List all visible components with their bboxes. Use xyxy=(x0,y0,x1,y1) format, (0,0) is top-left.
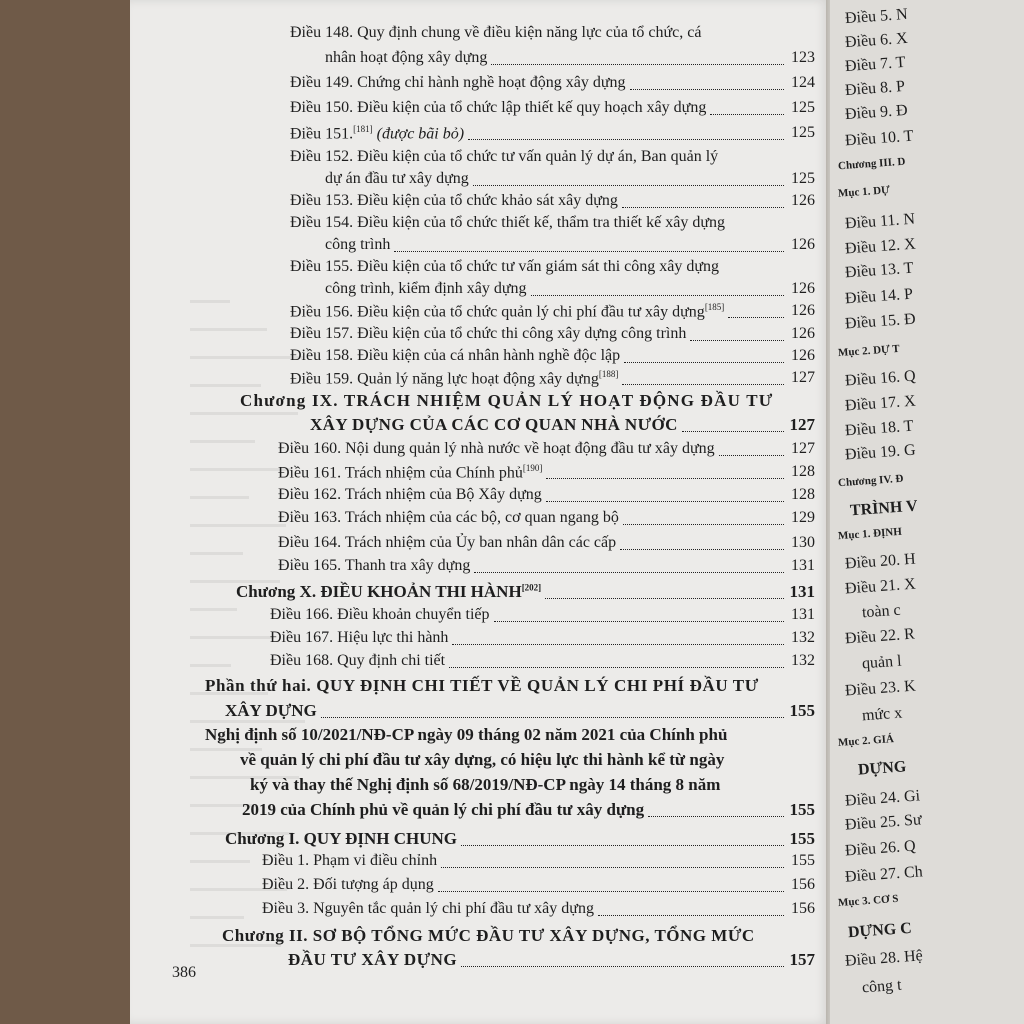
toc-entry-title xyxy=(236,582,541,602)
dot-leader xyxy=(449,667,784,668)
dot-leader xyxy=(452,644,784,645)
bleed-line xyxy=(190,412,298,415)
toc-entry-text: Điều 162. Trách nhiệm của Bộ Xây dựng xyxy=(278,486,542,503)
dot-leader xyxy=(461,845,784,846)
right-page-fragment: Điều 18. T xyxy=(844,417,915,440)
toc-entry-title xyxy=(325,49,487,67)
toc-entry-title xyxy=(288,950,457,970)
dot-leader xyxy=(473,185,784,186)
right-page-fragment: Điều 23. K xyxy=(844,677,917,700)
toc-entry-text: 2019 của Chính phủ về quản lý chi phí đầu tư xây dựng xyxy=(242,800,645,819)
right-page-fragment: Điều 22. R xyxy=(844,625,916,648)
toc-entry-title xyxy=(290,258,719,276)
dot-leader xyxy=(648,816,784,817)
right-page-fragment: Điều 17. X xyxy=(844,392,917,415)
right-page-fragment: Điều 8. P xyxy=(844,77,906,100)
toc-entry-title xyxy=(240,750,724,770)
right-page-fragment: Điều 11. N xyxy=(844,210,916,233)
toc-entry-text: Điều 159. Quản lý năng lực hoạt động xây dựng xyxy=(290,370,599,388)
toc-entry-text: công trình xyxy=(325,236,391,253)
dot-leader xyxy=(441,867,784,868)
right-page-fragment: quản l xyxy=(861,652,903,673)
toc-page-number: 128 xyxy=(791,463,815,480)
toc-page-number: 128 xyxy=(791,486,815,503)
toc-entry-text: dự án đầu tư xây dựng xyxy=(325,170,469,187)
toc-entry-text: XÂY DỰNG xyxy=(225,701,317,720)
dot-leader xyxy=(690,340,784,341)
right-page-fragment: Điều 12. X xyxy=(844,235,917,258)
footnote-ref: [190] xyxy=(522,463,543,473)
right-page-fragment: Mục 2. GIÁ xyxy=(837,733,895,749)
dot-leader xyxy=(494,621,785,622)
toc-page-number: 126 xyxy=(791,325,815,342)
bleed-line xyxy=(190,496,249,499)
toc-entry-title xyxy=(270,629,448,647)
right-page-fragment: Điều 13. T xyxy=(844,259,915,282)
toc-entry-text: Điều 156. Điều kiện của tổ chức quản lý chi phí đầu tư xây dựng xyxy=(290,303,705,321)
dot-leader xyxy=(546,501,784,502)
toc-entry-text: Chương X. ĐIỀU KHOẢN THI HÀNH xyxy=(236,582,522,601)
toc-page-number: 157 xyxy=(789,950,815,969)
toc-entry-title xyxy=(225,829,457,849)
toc-page-number: 132 xyxy=(791,629,815,646)
bleed-line xyxy=(190,860,250,863)
right-page-fragment: DỰNG C xyxy=(847,919,913,942)
toc-entry-text: Điều 166. Điều khoản chuyển tiếp xyxy=(270,606,490,623)
toc-entry-title xyxy=(290,347,620,365)
toc-entry-title xyxy=(278,509,619,527)
toc-page-number: 126 xyxy=(791,280,815,297)
toc-entry-title xyxy=(278,534,616,552)
bleed-line xyxy=(190,328,267,331)
toc-entry-title xyxy=(222,926,755,946)
dot-leader xyxy=(630,89,784,90)
toc-page-number: 124 xyxy=(791,74,815,91)
toc-page-number: 126 xyxy=(791,236,815,253)
toc-entry-title xyxy=(290,325,686,343)
toc-page-number: 131 xyxy=(789,582,815,601)
toc-page-number: 156 xyxy=(791,900,815,917)
toc-entry-text: ĐẦU TƯ XÂY DỰNG xyxy=(288,950,458,969)
dot-leader xyxy=(531,295,784,296)
toc-page-number: 155 xyxy=(791,852,815,869)
toc-entry-text: Phần thứ hai. QUY ĐỊNH CHI TIẾT VỀ QUẢN LÝ CHI PHÍ ĐẦU TƯ xyxy=(205,676,759,695)
right-page-fragment: công t xyxy=(861,976,903,997)
right-page-fragment: Điều 24. Gi xyxy=(844,787,921,810)
toc-entry-title xyxy=(290,369,618,388)
toc-entry-text: XÂY DỰNG CỦA CÁC CƠ QUAN NHÀ NƯỚC xyxy=(310,415,678,434)
dot-leader xyxy=(728,317,784,318)
dot-leader xyxy=(491,64,784,65)
toc-entry-title xyxy=(290,124,464,143)
toc-entry-title xyxy=(290,24,701,42)
toc-page-number: 127 xyxy=(791,440,815,457)
toc-entry-text: Chương II. SƠ BỘ TỔNG MỨC ĐẦU TƯ XÂY DỰNG, TỔNG MỨC xyxy=(222,926,755,945)
toc-entry-title xyxy=(290,302,724,321)
right-page-fragment: Điều 6. X xyxy=(844,29,909,52)
toc-entry-title xyxy=(262,852,437,870)
bleed-line xyxy=(190,916,244,919)
toc-page-number: 155 xyxy=(789,701,815,720)
toc-entry-text: Điều 1. Phạm vi điều chỉnh xyxy=(262,852,438,869)
right-page-fragment: TRÌNH V xyxy=(849,497,919,520)
bleed-line xyxy=(190,636,274,639)
right-page-fragment: toàn c xyxy=(861,601,902,622)
toc-page-number: 126 xyxy=(791,347,815,364)
dot-leader xyxy=(546,478,784,479)
toc-entry-text: Điều 164. Trách nhiệm của Ủy ban nhân dân các cấp xyxy=(278,534,617,551)
toc-page-number: 129 xyxy=(791,509,815,526)
right-page-fragment: Điều 25. Sư xyxy=(844,811,923,834)
dot-leader xyxy=(394,251,784,252)
right-page-fragment: Mục 2. DỰ T xyxy=(837,342,901,360)
toc-entry-text: Điều 2. Đối tượng áp dụng xyxy=(262,876,434,893)
dot-leader xyxy=(624,362,784,363)
dot-leader xyxy=(598,915,784,916)
dot-leader xyxy=(474,572,784,573)
toc-entry-title xyxy=(242,800,644,820)
toc-entry-text: Điều 148. Quy định chung về điều kiện năng lực của tổ chức, cá xyxy=(290,24,702,41)
right-page-fragment: Điều 19. G xyxy=(844,441,917,464)
right-page-fragment: Chương III. D xyxy=(837,155,906,173)
toc-entry-text: Điều 163. Trách nhiệm của các bộ, cơ quan ngang bộ xyxy=(278,509,619,526)
toc-page-number: 127 xyxy=(791,369,815,386)
toc-page-number: 126 xyxy=(791,302,815,319)
right-page-fragment: Chương IV. Đ xyxy=(837,472,904,490)
toc-entry-text: Điều 152. Điều kiện của tổ chức tư vấn quản lý dự án, Ban quản lý xyxy=(290,148,719,165)
dot-leader xyxy=(545,598,784,599)
toc-entry-text: Điều 161. Trách nhiệm của Chính phủ xyxy=(278,464,523,482)
toc-entry-title xyxy=(290,74,626,92)
toc-entry-text: Nghị định số 10/2021/NĐ-CP ngày 09 tháng 02 năm 2021 của Chính phủ xyxy=(205,725,728,744)
dot-leader xyxy=(321,717,784,718)
footnote-ref: [181] xyxy=(353,124,373,134)
right-page-fragment: Điều 20. H xyxy=(844,550,917,573)
right-page-fragment: Điều 10. T xyxy=(844,127,915,150)
toc-entry-note: (được bãi bỏ) xyxy=(372,125,465,143)
right-page-fragment: Điều 7. T xyxy=(844,53,907,76)
toc-entry-text: công trình, kiểm định xây dựng xyxy=(325,280,527,297)
bleed-line xyxy=(190,300,230,303)
bleed-line xyxy=(190,440,255,443)
toc-entry-text: ký và thay thế Nghị định số 68/2019/NĐ-CP ngày 14 tháng 8 năm xyxy=(250,775,721,794)
toc-entry-title xyxy=(225,701,317,721)
toc-entry-title xyxy=(290,148,718,166)
toc-page-number: 156 xyxy=(791,876,815,893)
toc-entry-text: Điều 158. Điều kiện của cá nhân hành nghề độc lập xyxy=(290,347,621,364)
toc-entry-title xyxy=(325,280,527,298)
toc-page-number: 125 xyxy=(791,170,815,187)
toc-entry-text: Điều 3. Nguyên tắc quản lý chi phí đầu tư xây dựng xyxy=(262,900,594,917)
toc-entry-title xyxy=(290,214,725,232)
right-page-fragment: Mục 1. ĐỊNH xyxy=(837,525,903,543)
footnote-ref: [202] xyxy=(521,582,542,593)
dot-leader xyxy=(468,139,784,140)
right-page-fragment: Điều 14. P xyxy=(844,285,914,308)
dot-leader xyxy=(438,891,784,892)
toc-entry-text: Điều 157. Điều kiện của tổ chức thi công xây dựng công trình xyxy=(290,325,687,342)
right-page-fragment: Mục 3. CƠ S xyxy=(837,892,899,910)
toc-page-number: 127 xyxy=(789,415,815,434)
toc-entry-title xyxy=(278,440,715,458)
toc-entry-text: Điều 168. Quy định chi tiết xyxy=(270,652,446,669)
right-page-fragment: Điều 15. Đ xyxy=(844,310,917,333)
toc-entry-title xyxy=(278,486,542,504)
toc-entry-title xyxy=(325,236,390,254)
toc-entry-text: Điều 151. xyxy=(290,125,354,143)
toc-page-number: 155 xyxy=(789,800,815,819)
toc-entry-title xyxy=(205,676,759,696)
toc-entry-text: Điều 160. Nội dung quản lý nhà nước về hoạt động đầu tư xây dựng xyxy=(278,440,715,457)
page-number: 386 xyxy=(172,964,196,981)
toc-entry-title xyxy=(262,900,594,918)
toc-entry-text: Điều 154. Điều kiện của tổ chức thiết kế, thẩm tra thiết kế xây dựng xyxy=(290,214,725,231)
toc-entry-title xyxy=(205,725,727,745)
bleed-line xyxy=(190,664,231,667)
toc-entry-text: nhân hoạt động xây dựng xyxy=(325,49,488,66)
toc-page-number: 130 xyxy=(791,534,815,551)
dot-leader xyxy=(719,455,784,456)
dot-leader xyxy=(623,524,784,525)
dot-leader xyxy=(622,207,784,208)
bleed-line xyxy=(190,524,286,527)
toc-page-number: 155 xyxy=(789,829,815,848)
dot-leader xyxy=(710,114,784,115)
toc-entry-text: Điều 167. Hiệu lực thi hành xyxy=(270,629,449,646)
toc-entry-text: Chương IX. TRÁCH NHIỆM QUẢN LÝ HOẠT ĐỘNG ĐẦU TƯ xyxy=(240,391,774,410)
toc-entry-title xyxy=(270,652,445,670)
right-page-fragment: Điều 27. Ch xyxy=(844,863,924,886)
toc-entry-title xyxy=(290,192,618,210)
toc-entry-text: Điều 165. Thanh tra xây dựng xyxy=(278,557,471,574)
toc-entry-text: về quản lý chi phí đầu tư xây dựng, có hiệu lực thi hành kể từ ngày xyxy=(240,750,725,769)
bleed-line xyxy=(190,384,261,387)
toc-entry-text: Điều 150. Điều kiện của tổ chức lập thiết kế quy hoạch xây dựng xyxy=(290,99,707,116)
toc-page-number: 131 xyxy=(791,557,815,574)
toc-entry-text: Điều 153. Điều kiện của tổ chức khảo sát xây dựng xyxy=(290,192,618,209)
toc-entry-title xyxy=(310,415,678,435)
bleed-line xyxy=(190,356,304,359)
toc-page-number: 132 xyxy=(791,652,815,669)
toc-entry-title xyxy=(278,557,470,575)
toc-entry-text: Điều 149. Chứng chỉ hành nghề hoạt động xây dựng xyxy=(290,74,626,91)
dot-leader xyxy=(620,549,784,550)
toc-entry-text: Chương I. QUY ĐỊNH CHUNG xyxy=(225,829,457,848)
right-page-fragment: Mục 1. DỰ xyxy=(837,184,891,200)
bleed-line xyxy=(190,468,292,471)
toc-entry-text: Điều 155. Điều kiện của tổ chức tư vấn giám sát thi công xây dựng xyxy=(290,258,720,275)
toc-entry-title xyxy=(290,99,706,117)
dot-leader xyxy=(622,384,784,385)
right-page-fragment: Điều 26. Q xyxy=(844,837,917,860)
toc-entry-title xyxy=(270,606,490,624)
toc-page-number: 131 xyxy=(791,606,815,623)
toc-entry-title xyxy=(240,391,774,411)
toc-page-number: 123 xyxy=(791,49,815,66)
bleed-line xyxy=(190,552,243,555)
toc-entry-title xyxy=(278,463,542,482)
toc-entry-title xyxy=(325,170,469,188)
dot-leader xyxy=(461,966,784,967)
footnote-ref: [185] xyxy=(704,302,725,312)
right-page-fragment: DỰNG xyxy=(857,758,907,779)
right-page-fragment: mức x xyxy=(861,704,903,725)
toc-entry-title xyxy=(250,775,720,795)
right-page-fragment: Điều 16. Q xyxy=(844,367,917,390)
bleed-line xyxy=(190,608,237,611)
right-page-fragment: Điều 21. X xyxy=(844,575,917,598)
toc-page-number: 126 xyxy=(791,192,815,209)
right-page-fragment: Điều 5. N xyxy=(844,5,909,28)
right-page-fragment: Điều 9. Đ xyxy=(844,101,909,124)
footnote-ref: [188] xyxy=(598,369,619,379)
toc-entry-title xyxy=(262,876,434,894)
right-page-fragment: Điều 28. Hệ xyxy=(844,947,924,970)
toc-page-number: 125 xyxy=(791,99,815,116)
dot-leader xyxy=(682,431,784,432)
toc-page-number: 125 xyxy=(791,124,815,141)
